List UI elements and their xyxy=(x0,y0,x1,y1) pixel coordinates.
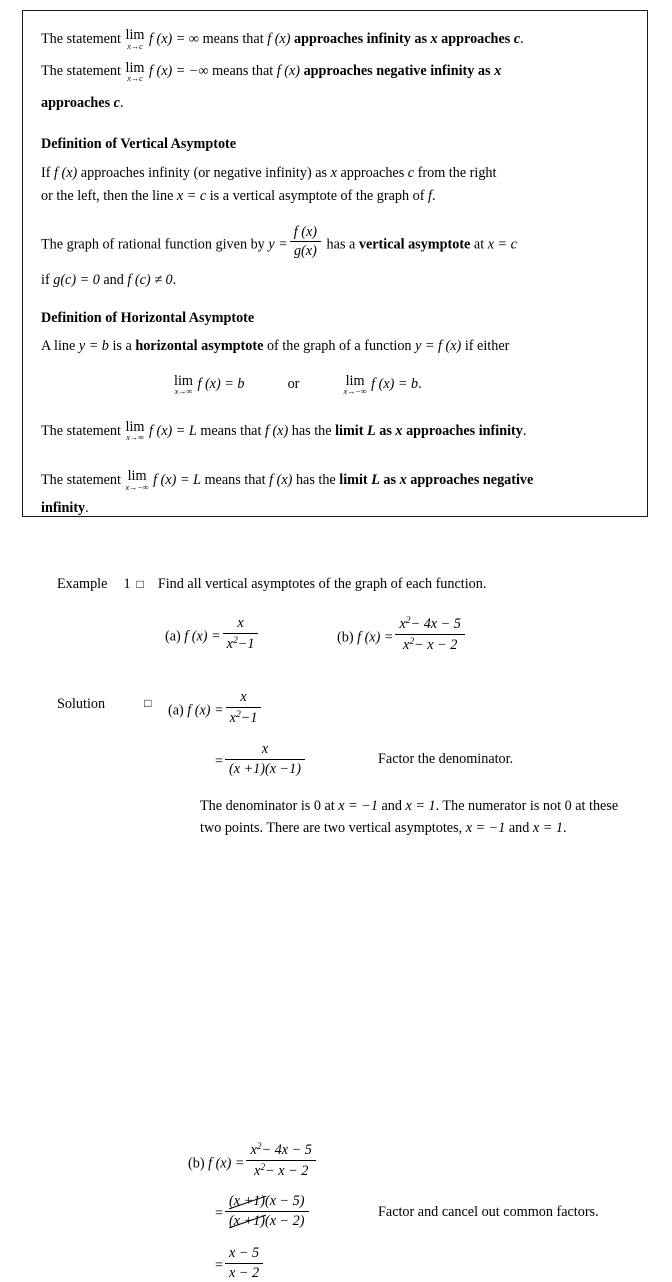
fraction-denominator xyxy=(246,1160,315,1180)
limit-expression: f (x) = ∞ xyxy=(149,31,200,47)
den-rest: −1 xyxy=(237,636,255,653)
condition-g-equals-zero: g(c) = 0 xyxy=(53,272,100,289)
solution-part-b-line-3 xyxy=(215,1245,265,1282)
statement-prefix: The statement xyxy=(41,63,121,80)
fraction-a xyxy=(226,689,262,727)
statement-4-continuation xyxy=(41,494,631,523)
means-that-text: means that xyxy=(212,63,274,80)
limit-operator-negative xyxy=(343,374,366,397)
statement-2-continuation xyxy=(41,89,631,118)
statement-prefix: The statement xyxy=(41,31,121,47)
text-has-the: has the xyxy=(295,471,336,488)
bold-approaches: approaches xyxy=(441,31,511,47)
num-base: x xyxy=(250,1142,257,1159)
fraction-denominator xyxy=(226,707,262,727)
text-or: or xyxy=(287,376,300,393)
limit-subscript: x→∞ xyxy=(174,386,193,396)
solution-part-a-line-1 xyxy=(168,689,263,727)
square-bullet-icon: □ xyxy=(144,696,152,711)
fraction-b xyxy=(395,615,464,654)
means-that-text: means that xyxy=(200,422,262,439)
num-rest: − 4x − 5 xyxy=(261,1142,312,1159)
bold-L: L xyxy=(371,471,380,488)
statement-prefix: The statement xyxy=(41,422,121,439)
limit-expression: f (x) = −∞ xyxy=(149,63,209,80)
example-heading xyxy=(57,574,672,595)
bold-limit-word: limit xyxy=(335,422,364,439)
fraction-numerator: f (x) xyxy=(293,223,317,240)
function-lhs: f (x) = xyxy=(357,629,394,646)
bold-var-x: x xyxy=(395,422,403,439)
vertical-asymptote-definition-line-2 xyxy=(41,185,631,208)
statement-limit-L-infinity xyxy=(41,417,631,445)
function-fx: f (x) xyxy=(264,422,289,439)
text-and: and xyxy=(508,820,530,837)
equation-y-equals-b: y = b xyxy=(78,338,109,355)
y-equals: y = xyxy=(268,236,288,252)
remaining-factor-denominator: (x − 2) xyxy=(264,1213,305,1230)
den-base: x xyxy=(254,1163,261,1180)
period: . xyxy=(172,272,177,289)
remaining-factor-numerator: (x − 5) xyxy=(264,1193,305,1210)
period: . xyxy=(431,187,436,204)
cancelled-factor-numerator: (x +1) xyxy=(229,1193,265,1210)
text-and: and xyxy=(381,798,402,815)
den-rest: − x − 2 xyxy=(265,1163,309,1180)
fraction-factored xyxy=(225,741,305,778)
equals-sign: = xyxy=(215,753,224,770)
function-lhs: f (x) = xyxy=(187,702,224,719)
bold-vertical-asymptote: vertical asymptote xyxy=(358,236,471,252)
period: . xyxy=(562,820,567,837)
fraction-denominator: g(x) xyxy=(290,241,321,260)
num-exponent: 2 xyxy=(405,615,411,627)
num-exponent: 2 xyxy=(256,1141,262,1153)
den-rest: − x − 2 xyxy=(414,637,458,654)
num-base: x xyxy=(399,616,406,633)
fraction-numerator xyxy=(225,1193,308,1211)
limit-operator-positive xyxy=(174,374,193,397)
limit-main: lim xyxy=(125,419,145,436)
fraction-numerator: x xyxy=(237,615,244,632)
definition-box xyxy=(22,10,648,517)
statement-prefix: The statement xyxy=(41,471,121,488)
solution-part-a-line-2 xyxy=(215,741,307,778)
limit-operator xyxy=(126,61,145,84)
solution-section xyxy=(0,689,672,859)
explanation-text-1: The denominator is 0 at xyxy=(200,798,335,815)
part-tag-b: (b) xyxy=(188,1155,205,1172)
statement-limit-infinity xyxy=(41,25,631,54)
limit-operator xyxy=(126,28,145,51)
equation-y-equals-fx: y = f (x) xyxy=(415,338,462,355)
num-rest: − 4x − 5 xyxy=(410,616,461,633)
x-equals-one: x = 1 xyxy=(532,820,563,837)
bold-approaches-infinity: approaches infinity xyxy=(406,422,523,439)
text-or-the-left: or the left, then the line xyxy=(41,187,174,204)
means-that-text: means that xyxy=(202,31,264,47)
bold-var-c: c xyxy=(113,95,120,112)
statement-limit-L-negative-infinity xyxy=(41,466,631,494)
x-equals-neg-one: x = −1 xyxy=(465,820,506,837)
function-lhs: f (x) = xyxy=(208,1155,245,1172)
equation-x-equals-c: x = c xyxy=(487,236,517,252)
den-base: x xyxy=(403,637,410,654)
heading-horizontal-asymptote: Definition of Horizontal Asymptote xyxy=(41,309,255,326)
text-is-a: is a xyxy=(112,338,132,355)
bold-horizontal-asymptote: horizontal asymptote xyxy=(135,338,264,355)
limit-expression-b: f (x) = b xyxy=(197,376,245,393)
limit-main: lim xyxy=(125,27,145,44)
square-bullet-icon: □ xyxy=(136,577,144,591)
example-function-b xyxy=(337,615,467,654)
rational-function-statement xyxy=(41,224,631,261)
equals-sign: = xyxy=(215,1205,224,1222)
limit-main: lim xyxy=(174,372,193,389)
solution-part-b xyxy=(0,859,672,1282)
fraction-denominator xyxy=(395,634,464,654)
solution-note-factor-denominator: Factor the denominator. xyxy=(378,751,514,768)
text-approaches: approaches xyxy=(340,164,405,181)
fraction-numerator xyxy=(246,1141,315,1160)
period: . xyxy=(418,376,422,393)
text-from-the-right: from the right xyxy=(417,164,497,181)
text-has-a: has a xyxy=(326,236,356,252)
solution-part-b-line-2 xyxy=(215,1193,311,1230)
example-section xyxy=(0,574,672,1282)
bold-approaches-infinity: approaches infinity as xyxy=(294,31,427,47)
means-that-text: means that xyxy=(204,471,266,488)
bold-infinity: infinity xyxy=(41,500,86,517)
text-if-either: if either xyxy=(464,338,510,355)
solution-label: Solution xyxy=(57,696,106,713)
example-function-a xyxy=(165,615,260,653)
den-exponent: 2 xyxy=(235,709,241,721)
limit-subscript: x→∞ xyxy=(126,433,144,443)
limit-expression-L: f (x) = L xyxy=(153,471,201,488)
period: . xyxy=(119,95,124,112)
solution-part-b-line-1 xyxy=(188,1141,318,1180)
example-functions-row xyxy=(0,615,672,685)
function-tag-b: (b) xyxy=(337,629,354,646)
fraction-numerator: x xyxy=(240,689,247,706)
den-base: x xyxy=(229,710,236,727)
bold-var-c: c xyxy=(513,31,521,47)
limit-subscript: x→c xyxy=(127,41,143,51)
equation-x-equals-c: x = c xyxy=(176,187,207,204)
limit-expression-L: f (x) = L xyxy=(149,422,197,439)
limit-subscript: x→−∞ xyxy=(125,482,149,492)
fraction-a xyxy=(223,615,259,653)
fraction-b xyxy=(246,1141,315,1180)
solution-note-factor-cancel: Factor and cancel out common factors. xyxy=(378,1204,599,1221)
function-tag-a: (a) xyxy=(165,628,181,645)
text-has-the: has the xyxy=(291,422,332,439)
period: . xyxy=(520,31,524,47)
limit-main: lim xyxy=(345,372,365,389)
text-approaches-infinity: approaches infinity (or negative infinity) as xyxy=(80,164,328,181)
fraction-denominator xyxy=(225,1211,308,1230)
function-fx: f (x) xyxy=(276,63,301,80)
function-fx: f (x) xyxy=(54,164,78,181)
limit-main: lim xyxy=(127,468,147,485)
vertical-asymptote-definition-line-1 xyxy=(41,162,631,185)
example-label: Example xyxy=(57,576,108,592)
heading-vertical-asymptote: Definition of Vertical Asymptote xyxy=(41,136,237,153)
limit-operator xyxy=(126,469,149,492)
fraction-cancelled xyxy=(225,1193,308,1230)
example-number: 1 xyxy=(123,576,131,592)
text-if: If xyxy=(41,164,51,181)
limit-expression-b: f (x) = b xyxy=(371,376,419,393)
period: . xyxy=(522,422,527,439)
bold-var-x: x xyxy=(399,471,407,488)
den-rest: −1 xyxy=(240,710,258,727)
den-exponent: 2 xyxy=(260,1162,266,1174)
function-fx: f (x) xyxy=(267,31,291,47)
x-equals-neg-one: x = −1 xyxy=(338,798,378,815)
var-x: x xyxy=(330,164,337,181)
explanation-text-3: these two points. There are two vertical asymptotes, xyxy=(200,798,619,837)
text-is-vertical-asymptote: is a vertical asymptote of the graph of xyxy=(209,187,425,204)
fraction-denominator: (x +1)(x −1) xyxy=(225,759,305,778)
fraction-f-over-g xyxy=(290,224,321,261)
bold-approaches-negative-infinity: approaches negative infinity as xyxy=(303,63,491,80)
bold-L: L xyxy=(367,422,376,439)
text-at: at xyxy=(473,236,485,252)
rational-function-condition xyxy=(41,269,631,292)
horizontal-asymptote-definition xyxy=(41,335,631,358)
text-if: if xyxy=(41,272,50,289)
var-f: f xyxy=(428,187,432,204)
bold-approaches: approaches xyxy=(41,95,111,112)
fraction-simplified xyxy=(225,1245,263,1282)
part-tag-a: (a) xyxy=(168,702,184,719)
bold-limit-word: limit xyxy=(339,471,368,488)
horizontal-asymptote-limits xyxy=(41,370,631,398)
limit-subscript: x→c xyxy=(127,73,143,83)
equals-sign: = xyxy=(215,1257,224,1274)
function-fx: f (x) xyxy=(269,471,293,488)
condition-f-not-zero: f (c) ≠ 0 xyxy=(127,272,173,289)
bold-var-x: x xyxy=(494,63,502,80)
fraction-denominator: x − 2 xyxy=(225,1263,263,1282)
den-base: x xyxy=(226,636,233,653)
bold-as: as xyxy=(383,471,397,488)
bold-approaches-negative: approaches negative xyxy=(410,471,534,488)
period: . xyxy=(85,500,89,517)
text-and: and xyxy=(103,272,124,289)
den-exponent: 2 xyxy=(232,635,238,647)
statement-limit-negative-infinity xyxy=(41,57,631,86)
bold-var-x: x xyxy=(430,31,438,47)
text-graph-of-rational: The graph of rational function given by xyxy=(41,236,265,252)
fraction-numerator: x xyxy=(261,741,269,758)
limit-operator xyxy=(126,420,145,443)
limit-subscript: x→−∞ xyxy=(343,386,367,396)
x-equals-one: x = 1 xyxy=(405,798,436,815)
cancelled-factor-denominator: (x +1) xyxy=(229,1213,265,1230)
limit-main: lim xyxy=(125,59,145,76)
den-exponent: 2 xyxy=(409,636,415,648)
solution-part-a-explanation xyxy=(200,795,640,839)
explanation-text-2: . The numerator is not 0 at xyxy=(435,798,586,815)
fraction-denominator xyxy=(223,633,259,653)
text-a-line: A line xyxy=(41,338,76,355)
fraction-numerator: x − 5 xyxy=(229,1245,260,1262)
bold-as: as xyxy=(379,422,392,439)
fraction-numerator xyxy=(395,615,464,634)
text-of-graph-of-function: of the graph of a function xyxy=(266,338,412,355)
var-c: c xyxy=(407,164,415,181)
function-lhs: f (x) = xyxy=(184,628,221,645)
example-prompt: Find all vertical asymptotes of the graph of each function. xyxy=(157,576,487,592)
